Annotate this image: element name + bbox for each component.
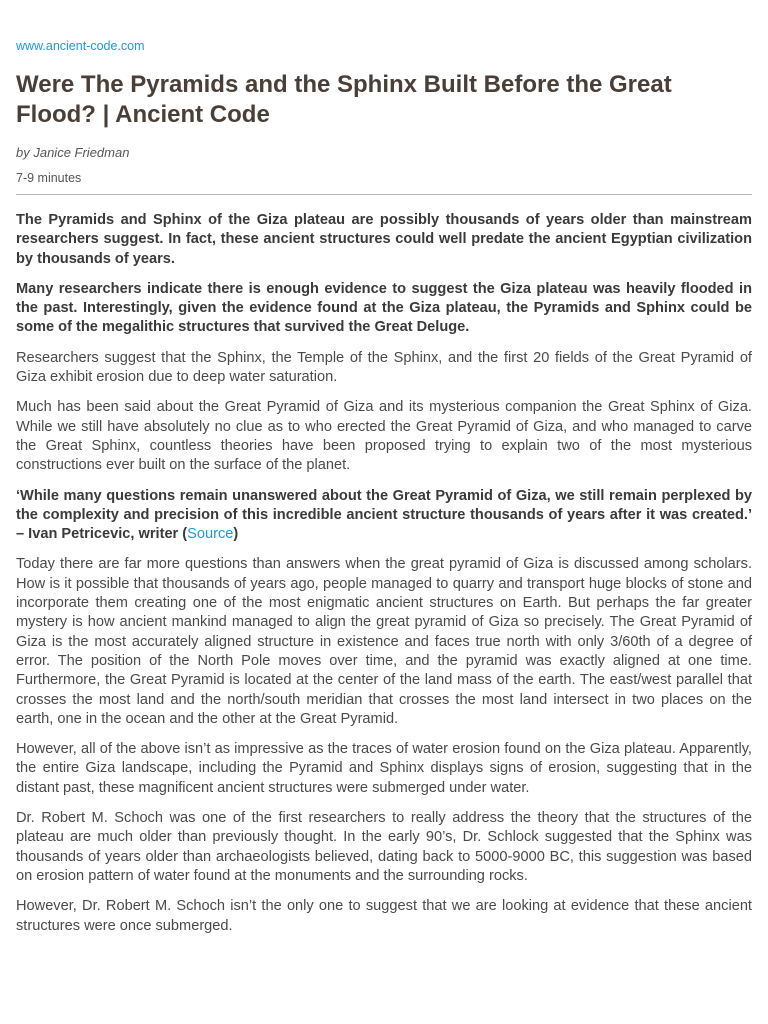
intro-paragraph-2: Many researchers indicate there is enough evidence to suggest the Giza plateau was heavily flooded in the past. Interestingly, given the evidence found at the Giza plateau, the Pyramids and Sphinx could be some of the megalithic structures that survived the Great Deluge. [16,280,752,336]
quote-text: ‘While many questions remain unanswered about the Great Pyramid of Giza, we still remain perplexed by the complexity and precision of this incredible ancient structure thousands of years after it was created.’ – Ivan Petricevic, writer ( [16,487,752,543]
quote-source-link[interactable]: Source [187,526,234,543]
body-paragraph-3: Today there are far more questions than answers when the great pyramid of Giza is discussed among scholars. How is it possible that thousands of years ago, people managed to quarry and transport huge blocks of stone and incorporate them creating one of the most enigmatic ancient structures on Earth. But perhaps the far greater mystery is how ancient mankind managed to align the great pyramid of Giza so precisely. The Great Pyramid of Giza is the most accurately aligned structure in existence and faces true north with only 3/60th of a degree of error. The position of the North Pole moves over time, and the pyramid was exactly aligned at one time. Furthermore, the Great Pyramid is located at the center of the land mass of the earth. The east/west parallel that crosses the most land and the north/south meridian that crosses the most land intersect in two places on the earth, one in the ocean and the other at the Great Pyramid. [16,556,752,727]
quote-close: ) [233,526,239,543]
reader-page [16,0,752,936]
body-paragraph-4: However, all of the above isn’t as impressive as the traces of water erosion found on the Giza plateau. Apparently, the entire Giza landscape, including the Pyramid and Sphinx displays signs of erosion, suggesting that in the distant past, these magnificent ancient structures were submerged under water. [16,741,752,796]
reading-time: 7-9 minutes [16,171,82,185]
author-byline: by Janice Friedman [16,145,130,160]
intro-paragraph: The Pyramids and Sphinx of the Giza plateau are possibly thousands of years older than mainstream researchers suggest. In fact, these ancient structures could well predate the ancient Egyptian civilization by thousands of years. [16,212,752,267]
pull-quote [16,487,752,545]
source-domain-link[interactable]: www.ancient-code.com [16,39,145,53]
body-paragraph-5: Dr. Robert M. Schoch was one of the first researchers to really address the theory that the structures of the plateau are much older than previously thought. In the early 90’s, Dr. Schlock suggested that the Sphinx was thousands of years older than archaeologists believed, dating back to 5000-9000 BC, this suggestion was based on erosion pattern of water found at the monuments and the surrounding rocks. [16,810,752,884]
article-body [16,211,752,936]
body-paragraph-6: However, Dr. Robert M. Schoch isn’t the only one to suggest that we are looking at evidence that these ancient structures were once submerged. [16,898,752,934]
body-paragraph-2: Much has been said about the Great Pyramid of Giza and its mysterious companion the Great Sphinx of Giza. While we still have absolutely no clue as to who erected the Great Pyramid of Giza, and who managed to carve the Great Sphinx, countless theories have been proposed trying to explain two of the most mysterious constructions ever built on the surface of the planet. [16,399,752,474]
article-title: Were The Pyramids and the Sphinx Built Before the Great Flood? | Ancient Code [16,71,672,128]
body-paragraph-1: Researchers suggest that the Sphinx, the Temple of the Sphinx, and the first 20 fields of the Great Pyramid of Giza exhibit erosion due to deep water saturation. [16,349,752,386]
header-divider [16,194,752,195]
